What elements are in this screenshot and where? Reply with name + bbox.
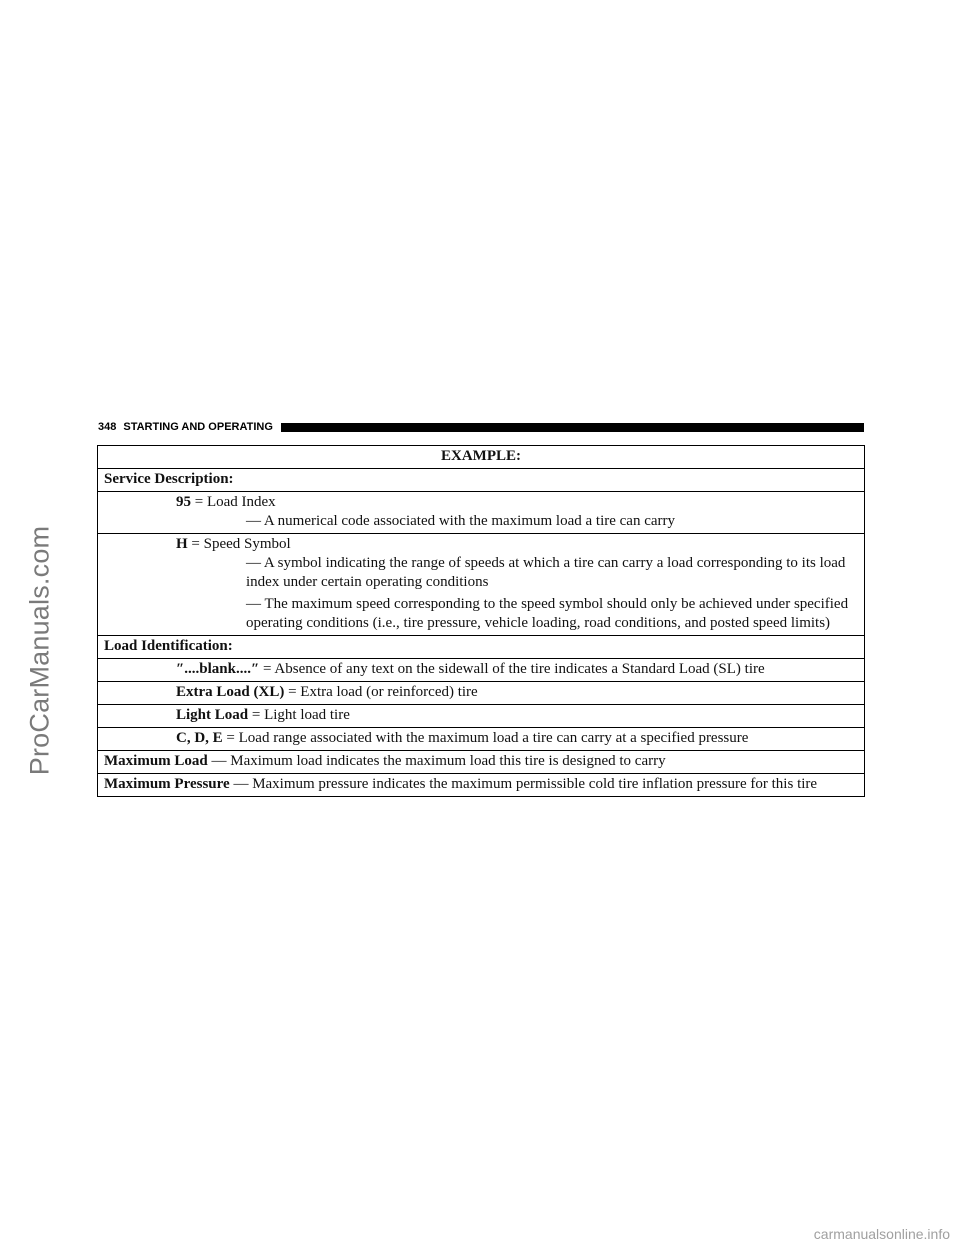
header-rule bbox=[281, 423, 864, 432]
speed-symbol-line bbox=[104, 535, 858, 554]
load-item-line bbox=[104, 660, 858, 679]
load-item-term: ″....blank....″ bbox=[176, 661, 260, 677]
bottom-watermark: carmanualsonline.info bbox=[813, 1226, 950, 1242]
page-header bbox=[98, 419, 864, 435]
load-item-definition: = Load range associated with the maximum load a tire can carry at a specified pressure bbox=[222, 730, 749, 746]
speed-symbol-row bbox=[98, 533, 864, 635]
maximum-pressure-term: Maximum Pressure bbox=[104, 776, 230, 792]
load-item-definition: = Extra load (or reinforced) tire bbox=[284, 684, 478, 700]
page-number: 348 bbox=[98, 421, 117, 433]
tire-code-table bbox=[97, 445, 865, 797]
speed-symbol-note-2: — The maximum speed corresponding to the speed symbol should only be achieved under specified operating conditions (i.e., tire pressure, vehicle loading, road conditions, and posted speed limits) bbox=[246, 596, 849, 631]
load-item-line bbox=[104, 683, 858, 702]
speed-symbol-definition: = Speed Symbol bbox=[187, 536, 291, 552]
load-item-term: Light Load bbox=[176, 707, 249, 723]
maximum-load-term: Maximum Load bbox=[104, 753, 208, 769]
load-item-term: C, D, E bbox=[176, 730, 223, 746]
maximum-pressure-row bbox=[98, 773, 864, 796]
maximum-load-row bbox=[98, 750, 864, 773]
service-description-heading: Service Description: bbox=[98, 468, 864, 491]
side-watermark-text: ProCarManuals.com bbox=[24, 525, 55, 775]
load-index-line bbox=[104, 493, 858, 512]
load-item-definition: = Absence of any text on the sidewall of the tire indicates a Standard Load (SL) tire bbox=[259, 661, 765, 677]
maximum-pressure-definition: — Maximum pressure indicates the maximum permissible cold tire inflation pressure for this tire bbox=[229, 776, 818, 792]
load-identification-heading: Load Identification: bbox=[98, 635, 864, 658]
side-watermark bbox=[20, 510, 60, 790]
load-identification-row bbox=[98, 681, 864, 704]
section-title: STARTING AND OPERATING bbox=[123, 421, 273, 433]
table-title: EXAMPLE: bbox=[441, 448, 521, 464]
load-index-term: 95 bbox=[176, 494, 191, 510]
load-index-row bbox=[98, 491, 864, 533]
load-item-definition: = Light load tire bbox=[248, 707, 350, 723]
load-identification-row bbox=[98, 727, 864, 750]
load-item-line bbox=[104, 706, 858, 725]
load-item-term: Extra Load (XL) bbox=[176, 684, 285, 700]
maximum-load-definition: — Maximum load indicates the maximum load this tire is designed to carry bbox=[207, 753, 666, 769]
load-identification-row bbox=[98, 704, 864, 727]
load-item-line bbox=[104, 729, 858, 748]
load-index-note: — A numerical code associated with the maximum load a tire can carry bbox=[246, 513, 676, 529]
speed-symbol-term: H bbox=[176, 536, 188, 552]
load-identification-row bbox=[98, 658, 864, 681]
speed-symbol-note-1: — A symbol indicating the range of speeds at which a tire can carry a load corresponding to its load index under certain operating conditions bbox=[246, 555, 846, 590]
load-index-definition: = Load Index bbox=[191, 494, 276, 510]
